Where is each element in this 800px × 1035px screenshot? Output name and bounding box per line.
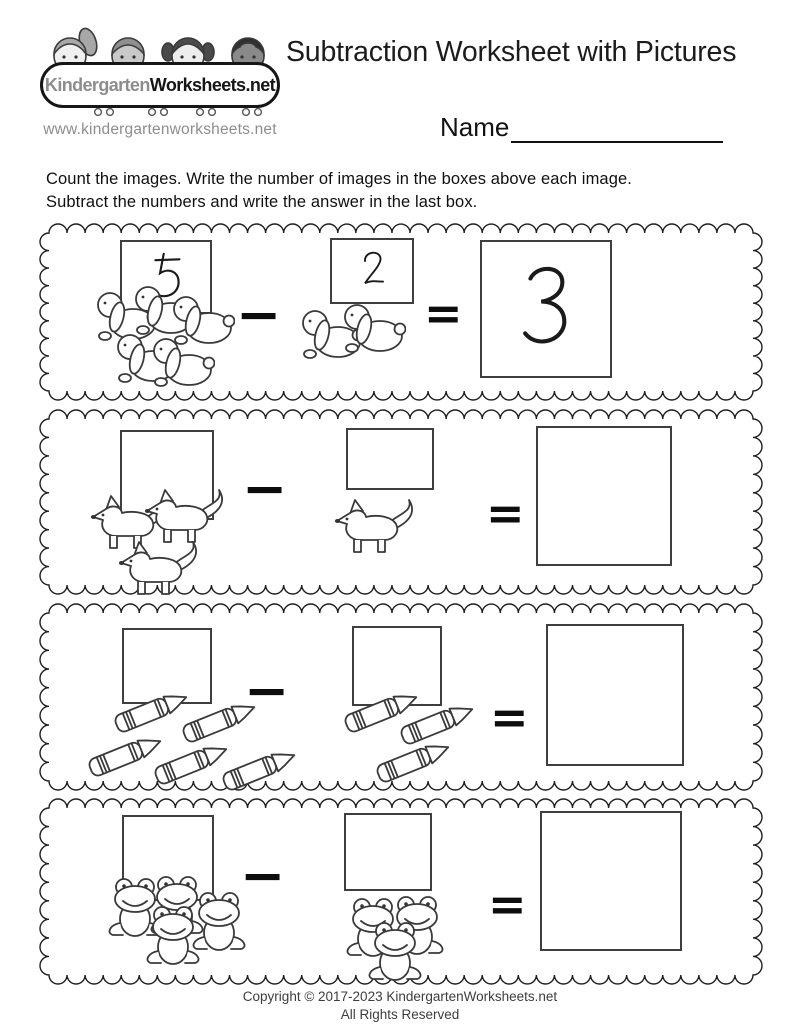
handwritten-digit — [356, 248, 389, 294]
equals-sign: = — [488, 877, 525, 931]
name-input-line[interactable] — [511, 117, 723, 143]
subtrahend-box[interactable] — [330, 238, 414, 304]
frog-image — [362, 921, 428, 983]
answer-box[interactable] — [546, 624, 684, 766]
answer-box[interactable] — [480, 240, 612, 378]
instructions-line-1: Count the images. Write the number of images in the boxes above each image. — [46, 170, 632, 188]
subtrahend-box[interactable] — [346, 428, 434, 490]
logo-brand-part2: Worksheets.net — [149, 74, 276, 95]
problem-row-foxes — [38, 408, 764, 596]
minus-sign: − — [244, 659, 290, 722]
copyright-text: Copyright © 2017-2023 KindergartenWorksheets.net — [242, 989, 558, 1004]
fox-image — [144, 486, 230, 546]
rabbit-image — [342, 302, 406, 354]
logo-banner — [40, 62, 280, 108]
equals-sign: = — [486, 486, 523, 540]
frog-image — [140, 905, 206, 967]
hands-icon — [40, 106, 280, 120]
page-title: Subtraction Worksheet with Pictures — [286, 36, 737, 68]
answer-box[interactable] — [540, 811, 682, 951]
problem-row-frogs — [38, 797, 764, 986]
website-url: www.kindergartenworksheets.net — [43, 121, 277, 138]
footer — [0, 988, 800, 1023]
problem-row-crayons — [38, 602, 764, 792]
answer-box[interactable] — [536, 426, 672, 566]
equals-sign: = — [490, 690, 527, 744]
handwritten-digit — [511, 259, 582, 358]
problem-row-rabbits — [38, 222, 764, 402]
name-field-row — [440, 112, 723, 143]
logo-brand-part1: Kindergarten — [44, 74, 150, 95]
rights-text: All Rights Reserved — [340, 1006, 460, 1022]
minus-sign: − — [242, 457, 288, 520]
site-logo — [40, 20, 280, 142]
fox-image — [334, 496, 420, 556]
minus-sign: − — [240, 844, 286, 907]
minus-sign: − — [236, 283, 282, 346]
rabbit-image — [151, 336, 215, 388]
equals-sign: = — [424, 286, 461, 340]
fox-image — [118, 538, 204, 598]
instructions-line-2: Subtract the numbers and write the answer in the last box. — [46, 192, 478, 211]
name-label: Name — [440, 112, 510, 142]
subtrahend-box[interactable] — [344, 813, 432, 891]
instructions — [46, 168, 766, 214]
